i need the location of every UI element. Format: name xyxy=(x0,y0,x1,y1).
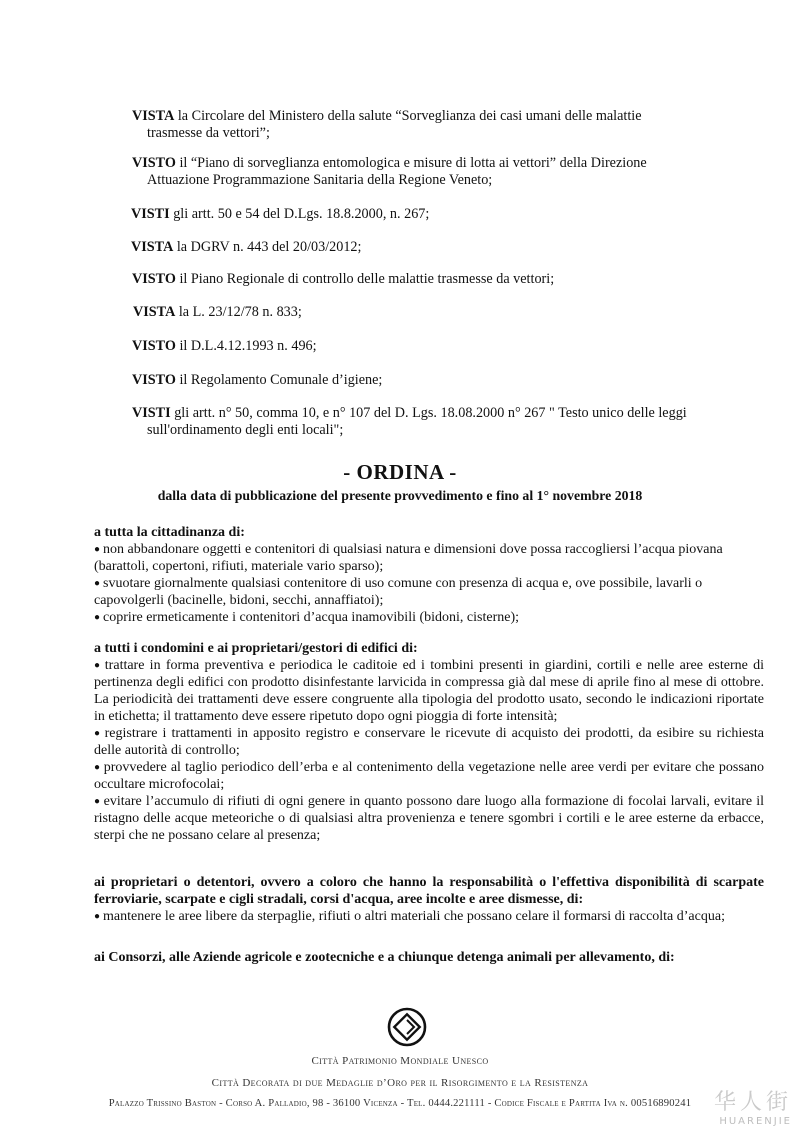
unesco-logo-icon xyxy=(387,1007,427,1047)
vista-text: il “Piano di sorveglianza entomologica e misure di lotta ai vettori” della Direzione xyxy=(175,155,647,171)
list-item: ● svuotare giornalmente qualsiasi contenitore di uso comune con presenza di acqua e, ove possibile, lavarli o capovolgerli (bacinelle, bidoni, secchi, annaffiatoi); xyxy=(94,576,703,608)
footer-address-line: Palazzo Trissino Baston - Corso A. Palladio, 98 - 36100 Vicenza - Tel. 0444.221111 - Codice Fiscale e Partita Iva n. 00516890241 xyxy=(108,1098,692,1109)
bullet-icon: ● xyxy=(94,612,101,623)
section-condomini xyxy=(94,640,764,844)
vista-continuation: trasmesse da vettori”; xyxy=(147,125,270,141)
bullet-icon: ● xyxy=(94,728,102,739)
vista-text: il Piano Regionale di controllo delle malattie trasmesse da vettori; xyxy=(175,271,555,287)
vista-line-2 xyxy=(0,155,800,189)
vista-text: il Regolamento Comunale d’igiene; xyxy=(175,372,383,388)
section-heading: a tutta la cittadinanza di: xyxy=(94,525,245,540)
section-citizens xyxy=(94,524,764,626)
footer-medals-line: Città Decorata di due Medaglie d’Oro per il Risorgimento e la Resistenza xyxy=(211,1077,589,1089)
vista-text: gli artt. 50 e 54 del D.Lgs. 18.8.2000, n. 267; xyxy=(169,206,430,222)
section-heading: ai proprietari o detentori, ovvero a coloro che hanno la responsabilità o l'effettiva disponibilità di scarpate ferroviarie, scarpate e cigli stradali, corsi d'acqua, aree incolte e aree dismesse, di: xyxy=(94,875,764,907)
bullet-icon: ● xyxy=(94,578,101,589)
vista-keyword: VISTO xyxy=(132,155,176,171)
watermark xyxy=(714,1085,792,1127)
section-heading-tail: , di: xyxy=(651,950,675,965)
vista-text: il D.L.4.12.1993 n. 496; xyxy=(175,338,317,354)
list-item: ● provvedere al taglio periodico dell’erba e al contenimento della vegetazione nelle aree verdi per evitare che possano occultare microfocolai; xyxy=(94,760,764,792)
bullet-icon: ● xyxy=(94,911,101,922)
vista-line-8 xyxy=(0,372,800,389)
vista-keyword: VISTI xyxy=(131,206,170,222)
section-owners xyxy=(94,874,764,925)
vista-continuation: Attuazione Programmazione Sanitaria della Regione Veneto; xyxy=(147,172,493,188)
vista-line-7 xyxy=(0,338,800,355)
vista-continuation: sull'ordinamento degli enti locali"; xyxy=(147,422,344,438)
list-item: ● mantenere le aree libere da sterpaglie, rifiuti o altri materiali che possano celare il formarsi di raccolta d’acqua; xyxy=(94,909,725,924)
watermark-en: HUARENJIE xyxy=(719,1116,792,1127)
ordina-subtitle: dalla data di pubblicazione del presente provvedimento e fino al 1° novembre 2018 xyxy=(157,488,643,503)
vista-keyword: VISTA xyxy=(132,108,175,124)
vista-keyword: VISTO xyxy=(132,271,176,287)
vista-keyword: VISTI xyxy=(132,405,171,421)
vista-line-9 xyxy=(0,405,800,439)
ordina-title: - ORDINA - xyxy=(343,460,457,484)
list-item: ● evitare l’accumulo di rifiuti di ogni genere in quanto possono dare luogo alla formazione di focolai larvali, evitare il ristagno delle acque meteoriche o di qualsiasi altra provenienza e tenere sgombri i cortili e le aree esterne da erbacce, sterpi che ne possano celare al presenza; xyxy=(94,794,764,843)
vista-text: la DGRV n. 443 del 20/03/2012; xyxy=(173,239,362,255)
section-heading: ai Consorzi, alle Aziende agricole e zootecniche e a chiunque detenga animali per allevamento xyxy=(94,950,652,965)
footer-unesco-line: Città Patrimonio Mondiale Unesco xyxy=(311,1055,489,1067)
watermark-cn: 华人街 xyxy=(713,1090,792,1115)
vista-line-3 xyxy=(0,206,800,223)
vista-line-5 xyxy=(0,271,800,288)
bullet-icon: ● xyxy=(94,796,101,807)
vista-line-6 xyxy=(0,304,800,321)
vista-text: gli artt. n° 50, comma 10, e n° 107 del D. Lgs. 18.08.2000 n° 267 " Testo unico delle leggi xyxy=(170,405,687,421)
list-item: ● non abbandonare oggetti e contenitori di qualsiasi natura e dimensioni dove possa raccogliersi l’acqua piovana (barattoli, copertoni, rifiuti, materiale vario sparso); xyxy=(94,542,723,574)
vista-text: la L. 23/12/78 n. 833; xyxy=(175,304,302,320)
vista-line-1 xyxy=(0,108,800,142)
list-item: ● registrare i trattamenti in apposito registro e conservare le ricevute di acquisto dei prodotti, da esibire su richiesta delle autorità di controllo; xyxy=(94,726,764,758)
vista-text: la Circolare del Ministero della salute “Sorveglianza dei casi umani delle malattie xyxy=(174,108,642,124)
list-item: ● coprire ermeticamente i contenitori d’acqua inamovibili (bidoni, cisterne); xyxy=(94,610,519,625)
list-item: ● trattare in forma preventiva e periodica le caditoie ed i tombini presenti in giardini, cortili e nelle aree esterne di pertinenza degli edifici con prodotto disinfestante larvicida in compressa già dal mese di aprile fino al mese di ottobre. La periodicità dei trattamenti deve essere congruente alla tipologia del prodotto usato, secondo le indicazioni riportate in etichetta; il trattamento deve essere ripetuto dopo ogni pioggia di forte intensità; xyxy=(94,658,764,724)
bullet-icon: ● xyxy=(94,660,102,671)
section-consorzi xyxy=(94,949,764,966)
bullet-icon: ● xyxy=(94,544,101,555)
vista-keyword: VISTA xyxy=(133,304,176,320)
section-heading: a tutti i condomini e ai proprietari/gestori di edifici di: xyxy=(94,641,418,656)
vista-keyword: VISTA xyxy=(131,239,174,255)
vista-keyword: VISTO xyxy=(132,372,176,388)
vista-line-4 xyxy=(0,239,800,256)
vista-keyword: VISTO xyxy=(132,338,176,354)
bullet-icon: ● xyxy=(94,762,101,773)
